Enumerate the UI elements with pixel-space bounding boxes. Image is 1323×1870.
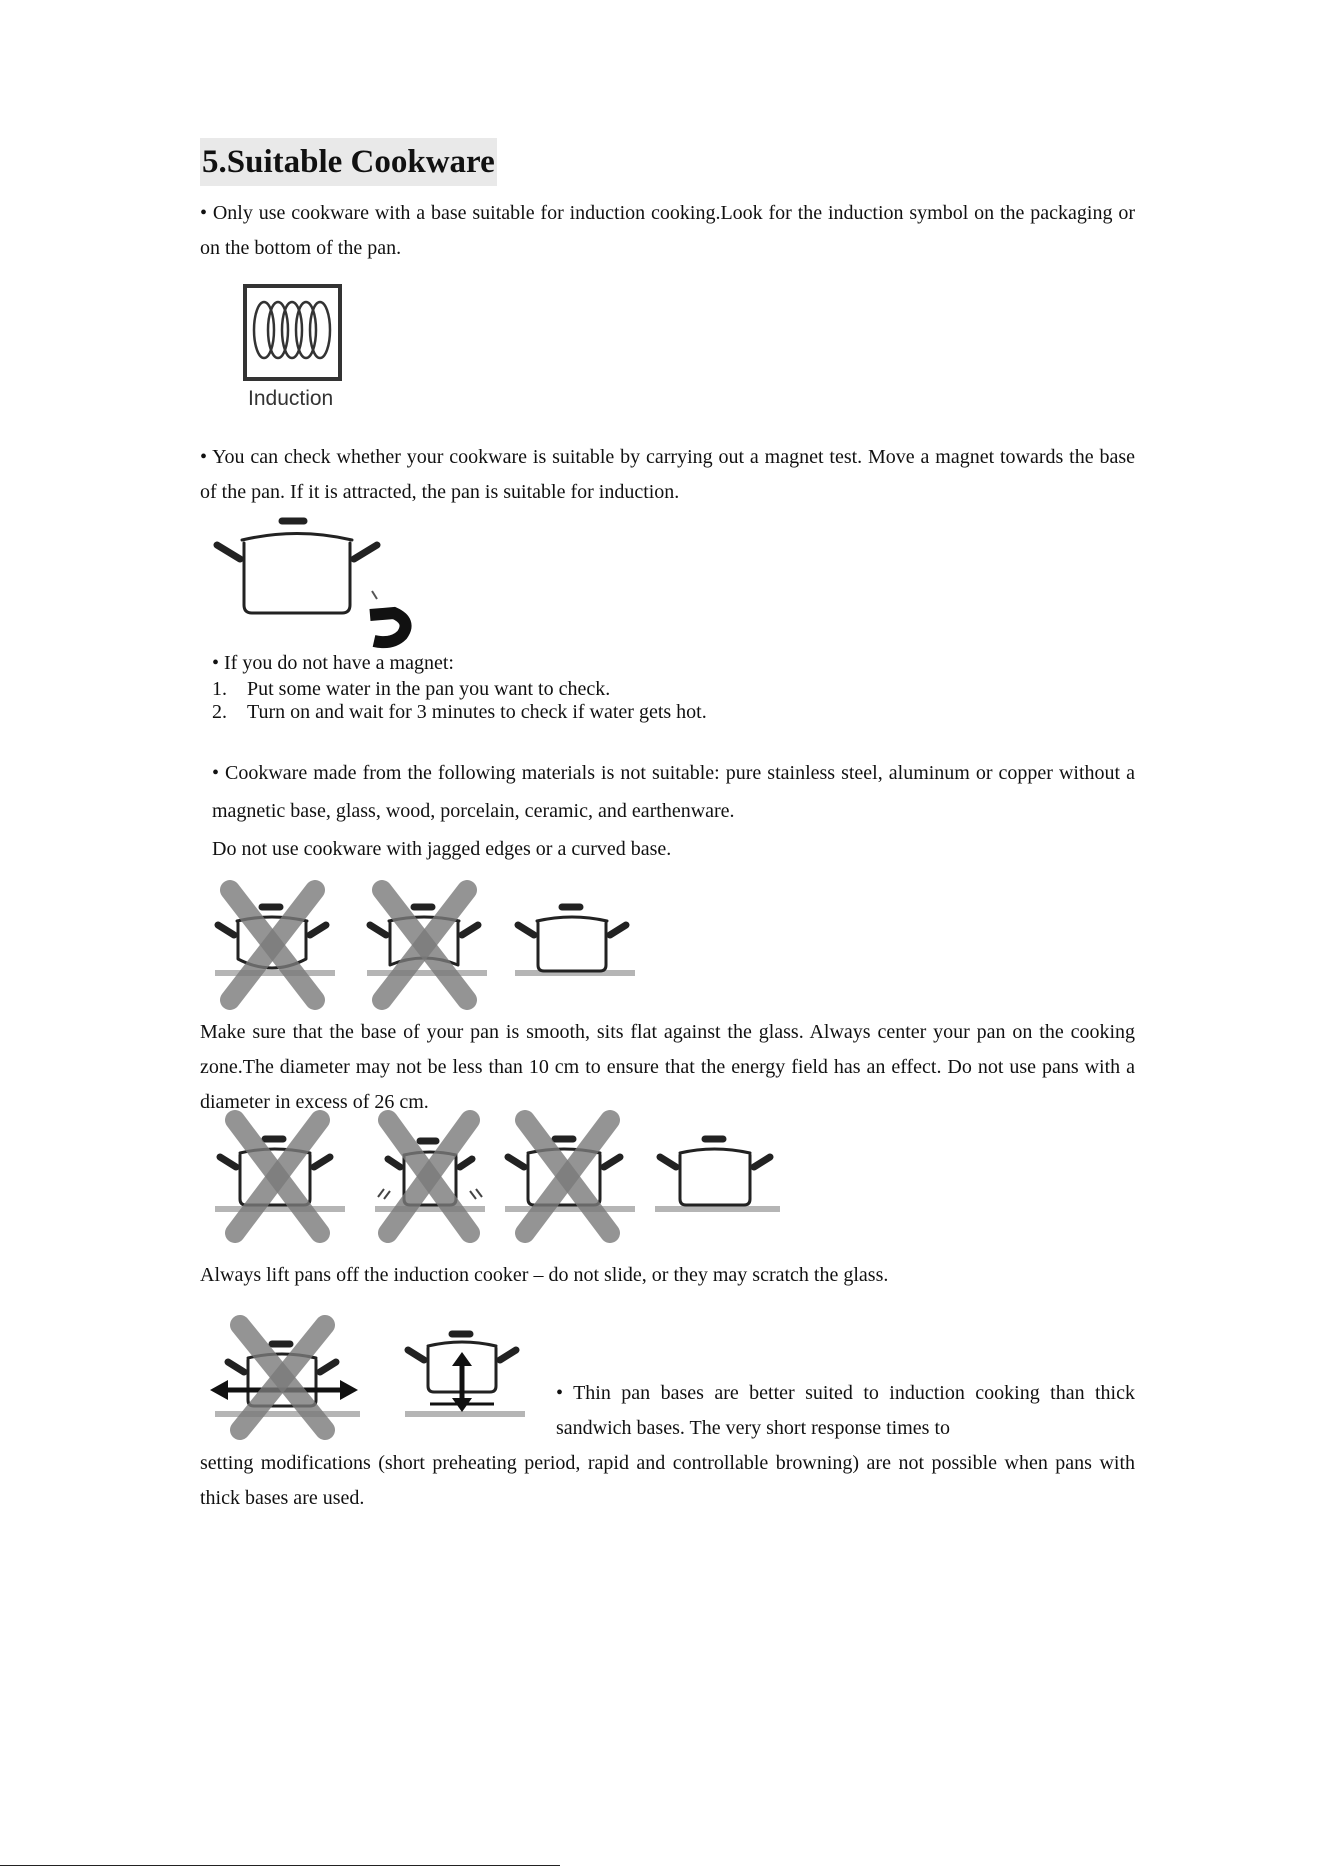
step-item: 2. Turn on and wait for 3 minutes to check if water gets hot. [212,701,707,723]
paragraph-thin-bases-part1: • Thin pan bases are better suited to induction cooking than thick sandwich bases. The very short response times to [556,1382,1135,1439]
lift-pans-illustration [210,1320,540,1435]
no-magnet-steps [212,678,707,724]
pan-magnet-illustration [212,515,422,645]
paragraph-flat-base: Make sure that the base of your pan is smooth, sits flat against the glass. Always center your pan on the cooking zone.The diameter may not be less than 10 cm to ensure that the energy field has an effect. Do not use pans with a diameter in excess of 26 cm. [200,1021,1135,1113]
pan-row-diameter [210,1115,790,1240]
no-magnet-intro: • If you do not have a magnet: [212,652,454,674]
pan-off-center-crossed [215,1120,345,1233]
pan-uneven-base-crossed [367,890,487,1000]
induction-label: Induction [248,387,334,410]
induction-symbol [240,282,350,422]
paragraph-thin-bases-part2: setting modifications (short preheating period, rapid and controllable browning) are not possible when pans with thick bases are used. [200,1452,1135,1509]
pan-with-magnet-icon [212,515,422,645]
pan-lifting-ok [405,1334,525,1414]
paragraph-lift-pans: Always lift pans off the induction cooker – do not slide, or they may scratch the glass. [200,1264,889,1286]
pan-flat-base-ok [515,907,635,973]
paragraph-magnet-test: • You can check whether your cookware is suitable by carrying out a magnet test. Move a magnet towards the base of the pan. If it is attracted, the pan is suitable for induction. [200,446,1135,503]
curved-base-pans-illustration [210,885,650,1010]
pan-row-curved [210,885,650,1010]
pan-sliding-crossed [210,1325,360,1430]
pan-correct-size-ok [655,1139,780,1209]
pan-small-crossed [375,1120,485,1233]
pan-diameter-illustration [210,1115,790,1240]
section-title: 5.Suitable Cookware [200,138,497,186]
step-item: 1. Put some water in the pan you want to check. [212,678,611,700]
pan-oversize-crossed [505,1120,635,1233]
pan-row-lifting [210,1320,540,1435]
paragraph-unsuitable-materials: • Cookware made from the following materials is not suitable: pure stainless steel, aluminum or copper without a magnetic base, glass, wood, porcelain, ceramic, and earthenware. [212,762,1135,822]
paragraph-induction-base: • Only use cookware with a base suitable for induction cooking.Look for the induction symbol on the packaging or on the bottom of the pan. [200,202,1135,259]
pan-curved-base-crossed [215,890,335,1000]
footer-rule [0,1865,560,1866]
paragraph-jagged-edges: Do not use cookware with jagged edges or a curved base. [212,838,672,860]
